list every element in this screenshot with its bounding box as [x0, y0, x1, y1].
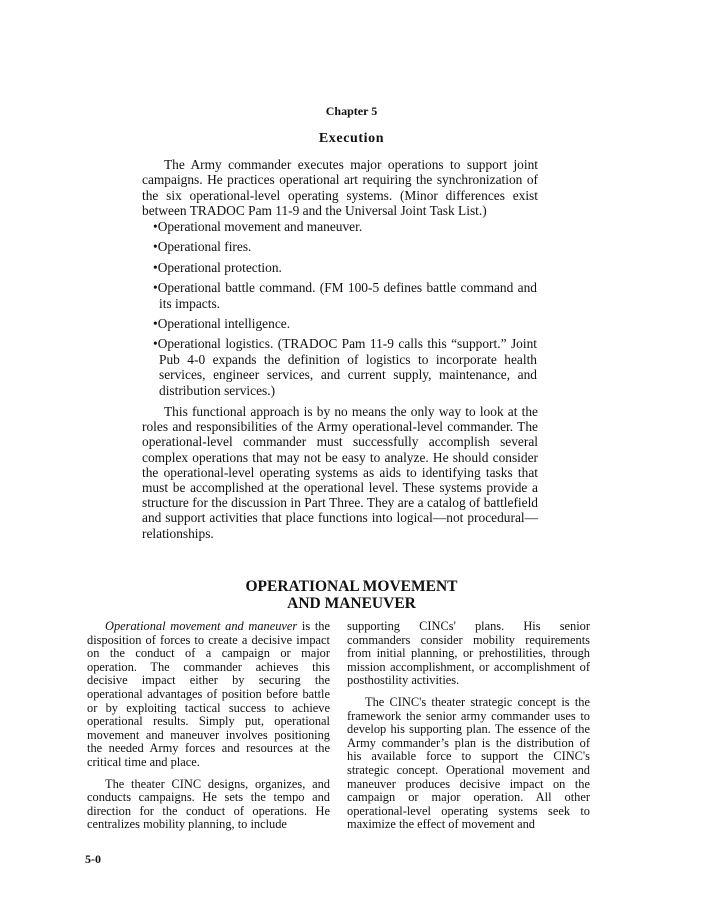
list-item: •Operational logistics. (TRADOC Pam 11-9 calls this “support.” Joint Pub 4-0 expands the definition of logistics to incorporate health services, engineer services, and current supply, maintenance, and distribution services.): [153, 336, 537, 398]
section-heading: [0, 578, 703, 612]
section-heading-line2: AND MANEUVER: [287, 595, 416, 612]
intro-paragraph: The Army commander executes major operations to support joint campaigns. He practices operational art requiring the synchronization of the six operational-level operating systems. (Minor differences exist between TRADOC Pam 11-9 and the Universal Joint Task List.): [142, 157, 538, 219]
left-column: [87, 620, 330, 840]
term-italic: Operational movement and maneuver: [105, 619, 298, 633]
list-item: •Operational battle command. (FM 100-5 defines battle command and its impacts.: [153, 280, 537, 311]
right-paragraph-1: supporting CINCs' plans. His senior commanders consider mobility requirements from initial planning, or prehostilities, through mission accomplishment, or accomplishment of posthostility activities.: [347, 619, 590, 688]
left-paragraph-1: [87, 620, 330, 770]
left-paragraph-1-text: is the disposition of forces to create a decisive impact on the conduct of a campaign or major operation. The commander achieves this decisive impact either by securing the operational advantages of position before battle or by exploiting tactical success to achieve operational results. Simply put, operational movement and maneuver involves positioning the needed Army forces and resources at the critical time and place.: [87, 619, 330, 769]
right-column: [347, 620, 590, 840]
list-item: •Operational fires.: [153, 239, 252, 255]
list-item: •Operational intelligence.: [153, 316, 291, 332]
list-item: •Operational protection.: [153, 259, 282, 275]
page-number: 5-0: [85, 852, 101, 866]
right-paragraph-2: The CINC's theater strategic concept is the framework the senior army commander uses to develop his supporting plan. The essence of the Army commander’s plan is the distribution of his available force to support the CINC's strategic concept. Operational movement and maneuver produces decisive impact on the campaign or major operation. All other operational-level operating systems seek to maximize the effect of movement and: [347, 694, 590, 832]
operating-systems-list: [153, 219, 537, 403]
section-heading-line1: OPERATIONAL MOVEMENT: [245, 578, 458, 595]
list-item: •Operational movement and maneuver.: [153, 219, 363, 234]
chapter-title: Execution: [318, 131, 385, 146]
chapter-label: Chapter 5: [325, 104, 378, 118]
functional-approach-paragraph: This functional approach is by no means the only way to look at the roles and responsibilities of the Army operational-level commander. The operational-level commander must successfully accomplish several complex operations that may not be easy to analyze. He should consider the operational-level operating systems as aids to identifying tasks that must be accomplished at the operational level. These systems provide a structure for the discussion in Part Three. They are a catalog of battlefield and support activities that place functions into logical—not procedural—relationships.: [142, 404, 538, 541]
left-paragraph-2: The theater CINC designs, organizes, and conducts campaigns. He sets the tempo and direction for the conduct of operations. He centralizes mobility planning, to include: [87, 776, 330, 832]
